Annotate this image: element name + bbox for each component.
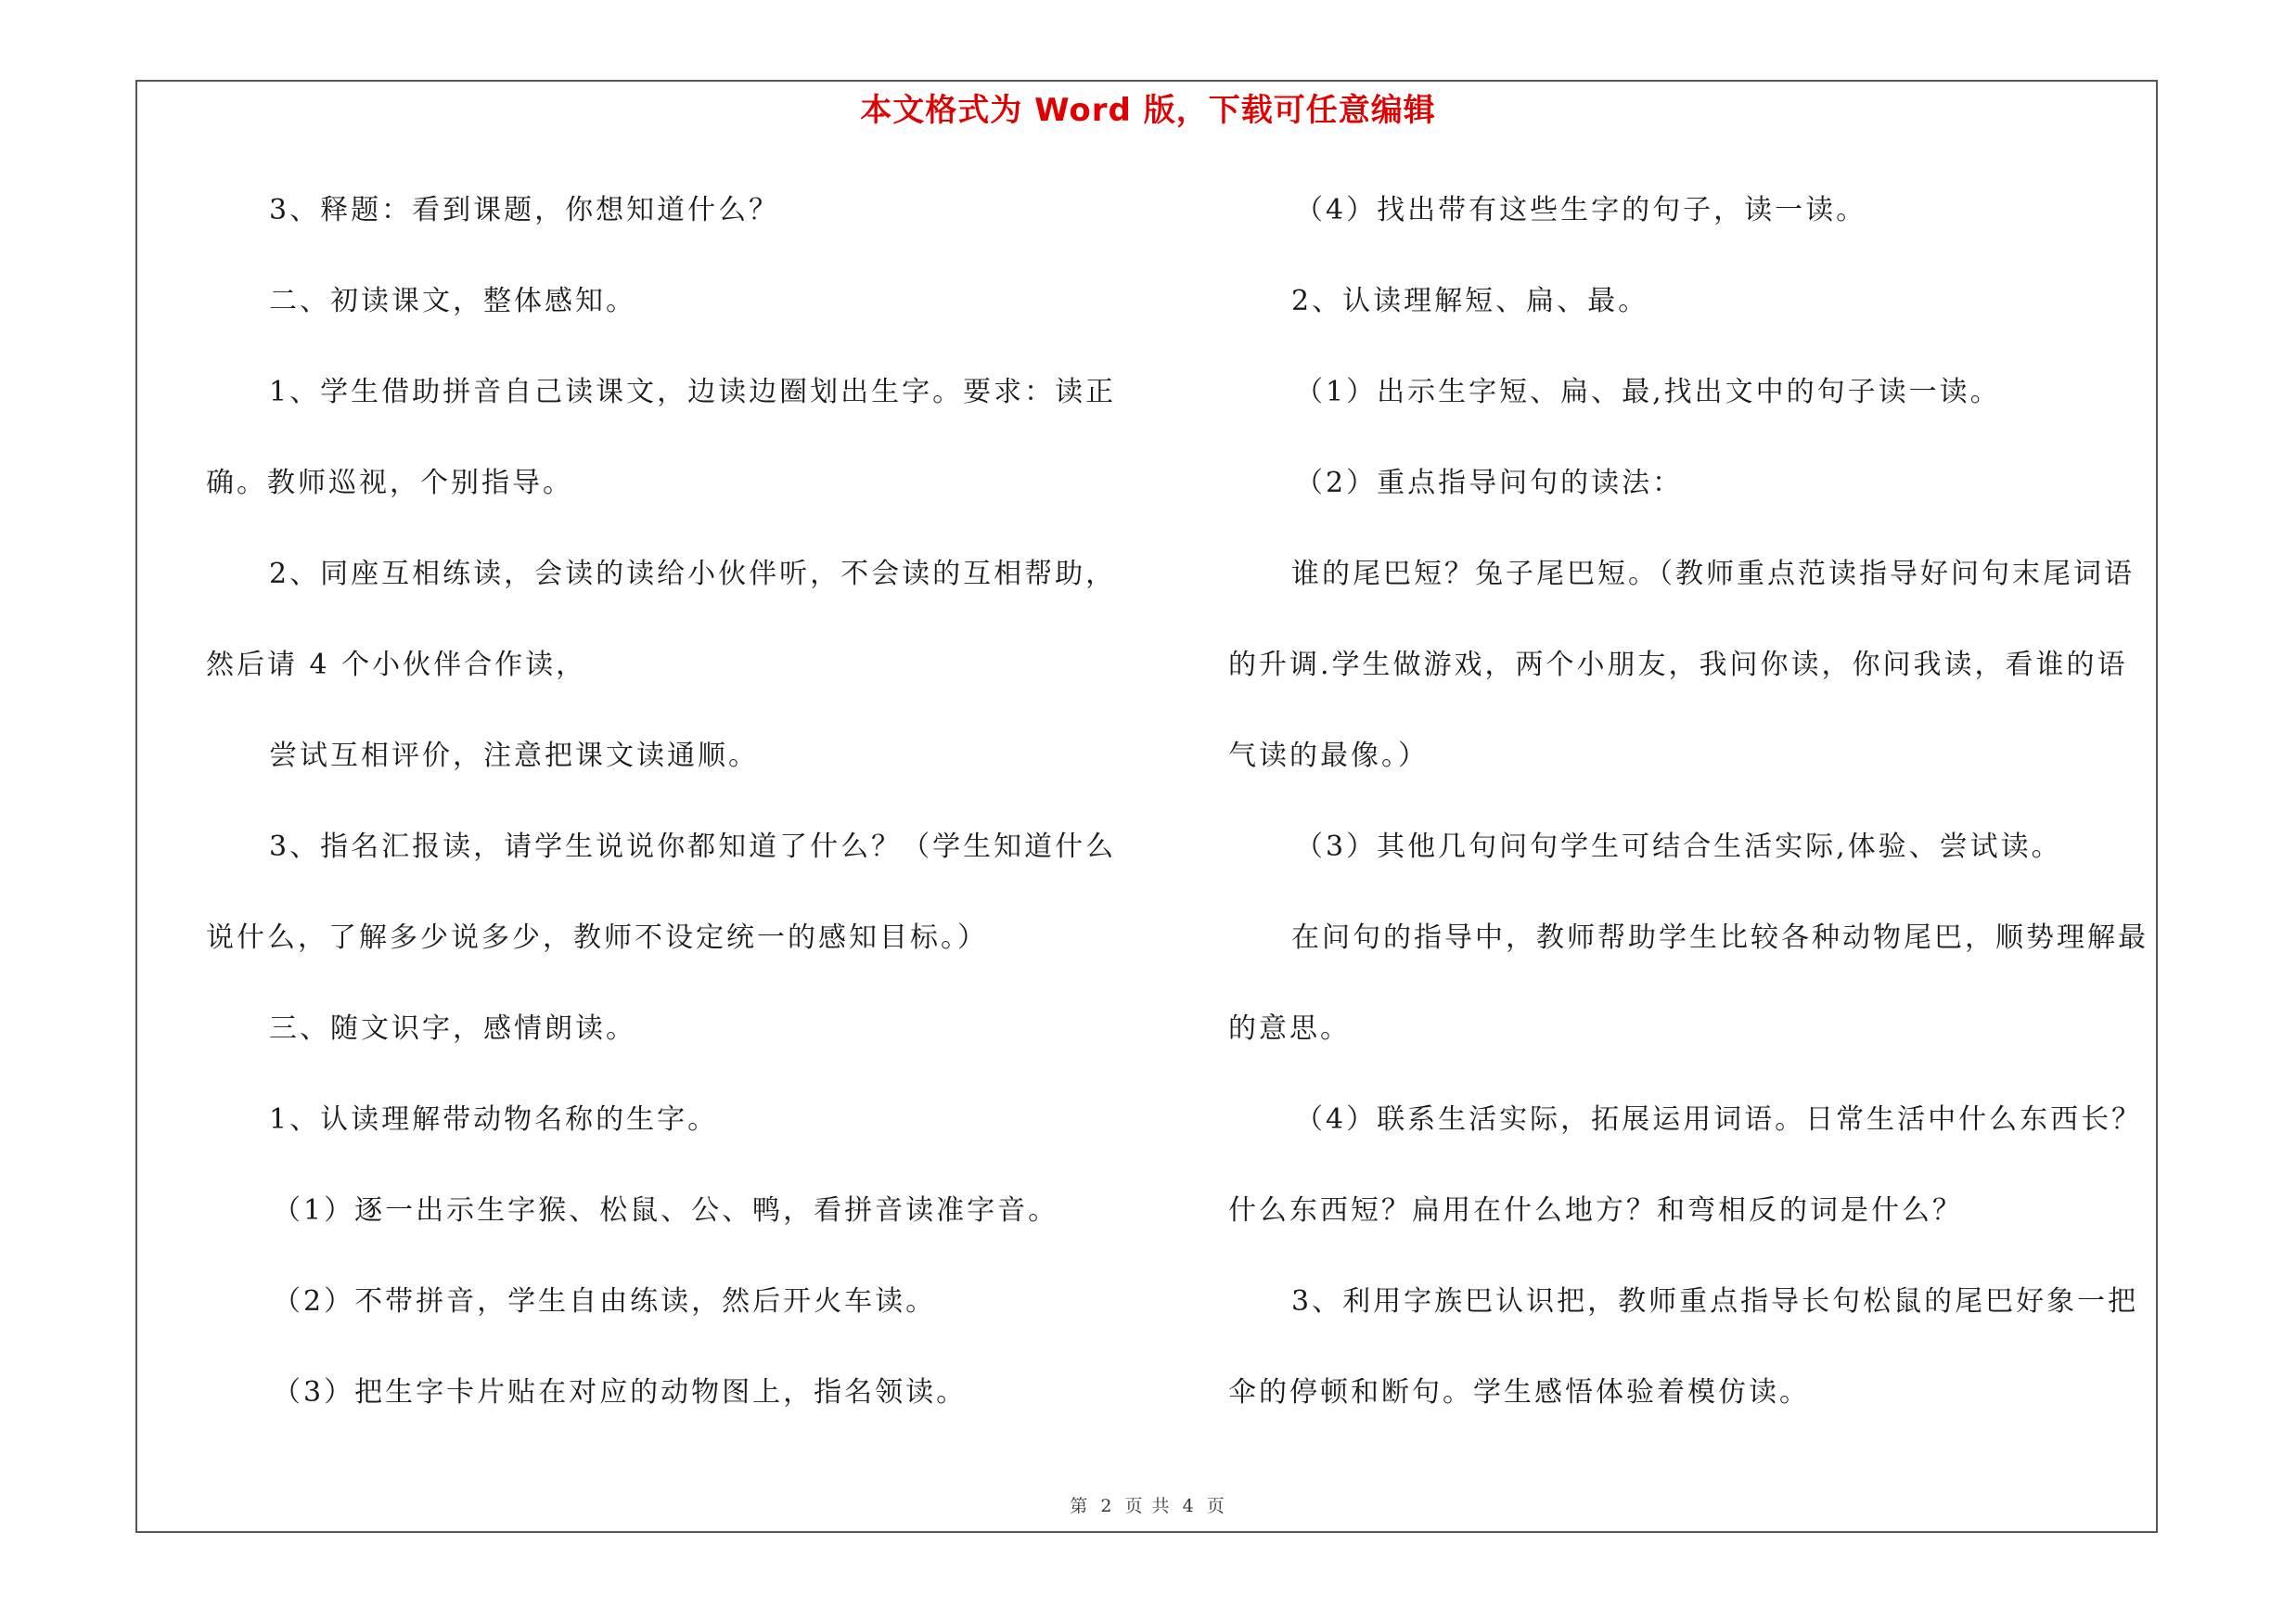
paragraph-line: （2）不带拼音，学生自由练读，然后开火车读。	[273, 1285, 937, 1318]
page-number-footer	[0, 1492, 2296, 1517]
paragraph-line: 3、利用字族巴认识把，教师重点指导长句松鼠的尾巴好象一把	[1291, 1285, 2139, 1318]
paragraph-line: 2、同座互相练读，会读的读给小伙伴听，不会读的互相帮助，	[269, 558, 1117, 590]
paragraph-line: 气读的最像。）	[1228, 740, 1429, 772]
paragraph-line: 1、学生借助拼音自己读课文，边读边圈划出生字。要求：读正	[269, 376, 1117, 408]
paragraph-line: （3）其他几句问句学生可结合生活实际,体验、尝试读。	[1295, 831, 2062, 863]
paragraph-line: 然后请 4 个小伙伴合作读，	[206, 649, 587, 681]
paragraph-line: 什么东西短？扁用在什么地方？和弯相反的词是什么？	[1228, 1194, 1963, 1227]
paragraph-line: （1）逐一出示生字猴、松鼠、公、鸭，看拼音读准字音。	[273, 1194, 1059, 1227]
paragraph-line: 的升调.学生做游戏，两个小朋友，我问你读，你问我读，看谁的语	[1228, 649, 2128, 681]
paragraph-line: （1）出示生字短、扁、最,找出文中的句子读一读。	[1295, 376, 2001, 408]
right-text-column	[1228, 184, 2156, 1457]
paragraph-line: 尝试互相评价，注意把课文读通顺。	[269, 740, 759, 772]
footer-prefix: 第	[1070, 1496, 1090, 1516]
paragraph-line: （4）联系生活实际，拓展运用词语。日常生活中什么东西长？	[1295, 1103, 2143, 1136]
paragraph-line: （3）把生字卡片贴在对应的动物图上，指名领读。	[273, 1376, 968, 1409]
paragraph-line: 在问句的指导中，教师帮助学生比较各种动物尾巴，顺势理解最	[1291, 921, 2148, 954]
format-notice-banner: 本文格式为 Word 版，下载可任意编辑	[860, 92, 1436, 129]
paragraph-line: 谁的尾巴短？兔子尾巴短。（教师重点范读指导好问句末尾词语	[1291, 558, 2135, 590]
section-heading: 二、初读课文，整体感知。	[269, 285, 636, 317]
paragraph-line: （2）重点指导问句的读法：	[1295, 467, 1684, 499]
paragraph-line: 的意思。	[1228, 1012, 1351, 1045]
footer-suffix: 页	[1206, 1496, 1226, 1516]
paragraph-line: （4）找出带有这些生字的句子，读一读。	[1295, 194, 1867, 226]
current-page-number: 2	[1100, 1496, 1114, 1516]
paragraph-line: 说什么，了解多少说多少，教师不设定统一的感知目标。）	[206, 921, 988, 954]
paragraph-line: 确。教师巡视，个别指导。	[206, 467, 573, 499]
footer-middle: 页 共	[1124, 1496, 1172, 1516]
section-heading: 三、随文识字，感情朗读。	[269, 1012, 636, 1045]
paragraph-line: 3、释题：看到课题，你想知道什么？	[269, 194, 780, 226]
paragraph-line: 2、认读理解短、扁、最。	[1291, 285, 1649, 317]
total-page-count: 4	[1182, 1496, 1196, 1516]
left-text-column	[206, 184, 1134, 1457]
paragraph-line: 伞的停顿和断句。学生感悟体验着模仿读。	[1228, 1376, 1810, 1409]
paragraph-line: 1、认读理解带动物名称的生字。	[269, 1103, 719, 1136]
paragraph-line: 3、指名汇报读，请学生说说你都知道了什么？（学生知道什么	[269, 831, 1117, 863]
